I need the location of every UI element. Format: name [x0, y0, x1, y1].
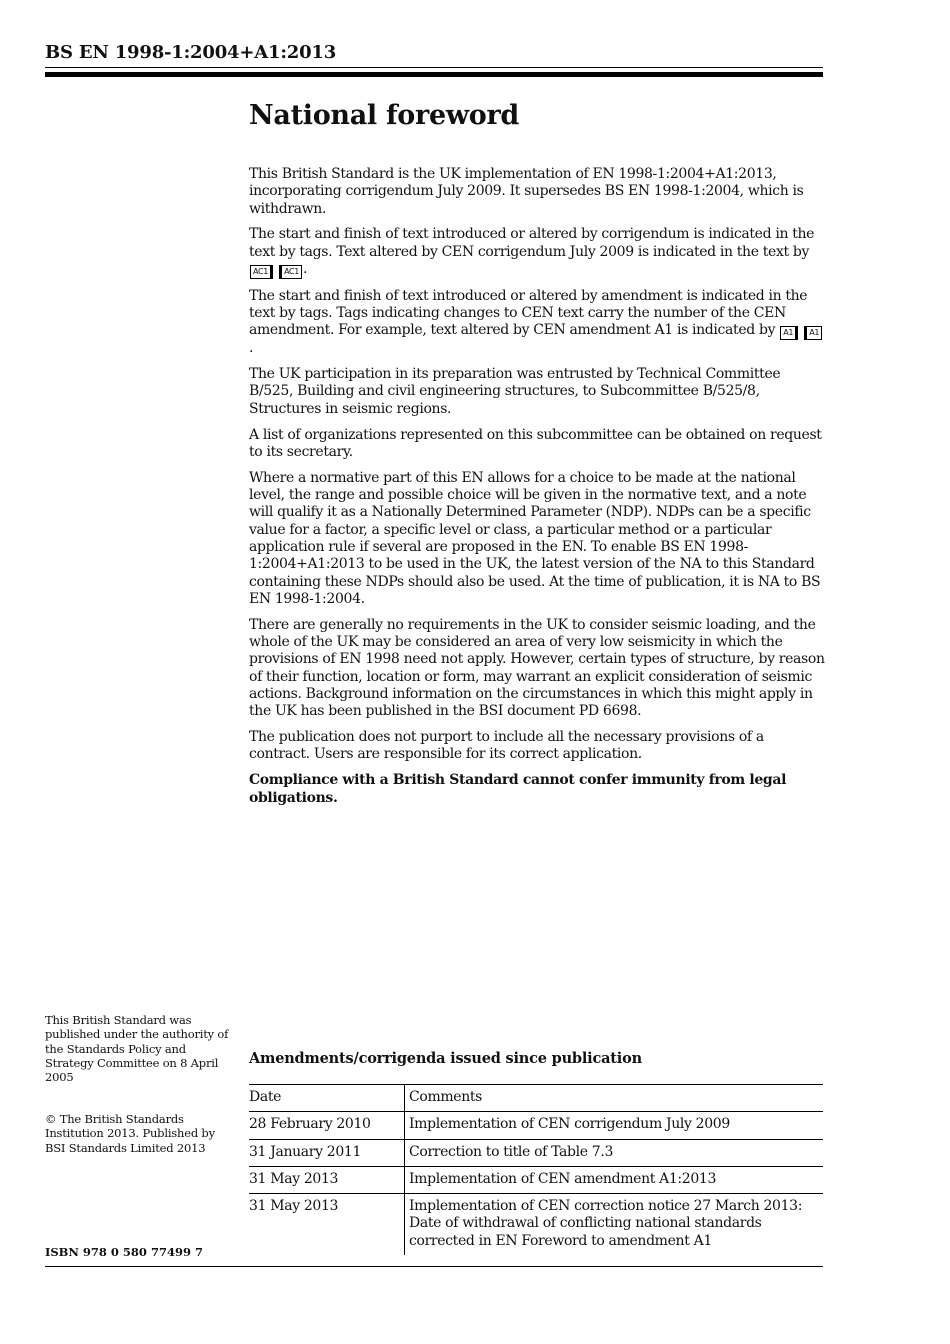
publication-note: This British Standard was published under the authority of the Standards Policy and Strategy Committee on 8 April 2005	[45, 1013, 229, 1085]
paragraph-implementation: This British Standard is the UK implementation of EN 1998-1:2004+A1:2013, incorporating corrigendum July 2009. It supersedes BS EN 1998-1:2004, which is withdrawn.	[249, 166, 804, 217]
comment-cell: Implementation of CEN correction notice 27 March 2013: Date of withdrawal of conflicting national standards corrected in EN Foreword to amendment A1	[405, 1194, 824, 1256]
table-row	[249, 1194, 823, 1256]
corrigendum-open-tag-icon: AC1	[250, 265, 273, 279]
paragraph-organizations: A list of organizations represented on this subcommittee can be obtained on request to its secretary.	[249, 426, 822, 460]
table-row	[249, 1112, 823, 1139]
paragraph-seismic: There are generally no requirements in the UK to consider seismic loading, and the whole of the UK may be considered an area of very low seismicity in which the provisions of EN 1998 need not apply. However, certain types of structure, by reason of their function, location or form, may warrant an explicit consideration of seismic actions. Background information on the circumstances in which this might apply in the UK has been published in the BSI document PD 6698.	[249, 616, 825, 720]
amendments-heading: Amendments/corrigenda issued since publication	[249, 1050, 642, 1067]
isbn: ISBN 978 0 580 77499 7	[45, 1245, 203, 1259]
comment-cell: Implementation of CEN amendment A1:2013	[405, 1166, 824, 1193]
date-cell: 31 May 2013	[249, 1194, 405, 1256]
footer-rule	[45, 1266, 823, 1267]
table-row	[249, 1166, 823, 1193]
table-row	[249, 1139, 823, 1166]
comment-cell: Implementation of CEN corrigendum July 2009	[405, 1112, 824, 1139]
date-cell: 28 February 2010	[249, 1112, 405, 1139]
column-header-date: Date	[249, 1085, 405, 1112]
amendment-open-tag-icon: A1	[780, 326, 798, 340]
date-cell: 31 May 2013	[249, 1166, 405, 1193]
corrigendum-close-tag-icon: AC1	[279, 265, 302, 279]
paragraph-ndp: Where a normative part of this EN allows for a choice to be made at the national level, the range and possible choice will be given in the normative text, and a note will qualify it as a Nationally Determined Parameter (NDP). NDPs can be a specific value for a factor, a specific level or class, a particular method or a particular application rule if several are proposed in the EN. To enable BS EN 1998-1:2004+A1:2013 to be used in the UK, the latest version of the NA to this Standard containing these NDPs should also be used. At the time of publication, it is NA to BS EN 1998-1:2004.	[249, 469, 821, 607]
paragraph-committee: The UK participation in its preparation was entrusted by Technical Committee B/525, Building and civil engineering structures, to Subcommittee B/525/8, Structures in seismic regions.	[249, 366, 781, 417]
comment-cell: Correction to title of Table 7.3	[405, 1139, 824, 1166]
paragraph-corrigendum-tags: The start and finish of text introduced or altered by corrigendum is indicated in the text by tags. Text altered by CEN corrigendum July 2009 is indicated in the text by AC1 AC1 .	[249, 226, 815, 278]
amendments-table	[249, 1084, 823, 1255]
foreword-body	[249, 166, 827, 816]
column-header-comments: Comments	[405, 1085, 824, 1112]
paragraph-amendment-tags: The start and finish of text introduced or altered by amendment is indicated in the text by tags. Tags indicating changes to CEN text carry the number of the CEN amendment. For example, text altered by CEN amendment A1 is indicated by A1 A1.	[249, 288, 827, 358]
paragraph-provisions: The publication does not purport to include all the necessary provisions of a contract. Users are responsible for its correct application.	[249, 729, 764, 763]
amendment-close-tag-icon: A1	[804, 326, 822, 340]
date-cell: 31 January 2011	[249, 1139, 405, 1166]
header-rule-thick	[45, 72, 823, 77]
header-rule-thin	[45, 67, 823, 68]
page-title: National foreword	[249, 100, 519, 131]
table-header-row	[249, 1085, 823, 1112]
paragraph-compliance: Compliance with a British Standard cannot confer immunity from legal obligations.	[249, 772, 787, 806]
copyright-note: © The British Standards Institution 2013. Published by BSI Standards Limited 2013	[45, 1112, 215, 1155]
paragraph-text: The start and finish of text introduced or altered by amendment is indicated in the text by tags. Tags indicating changes to CEN text carry the number of the CEN amendment. For example, text altered by CEN amendment A1 is indicated by	[249, 287, 808, 339]
paragraph-text: The start and finish of text introduced or altered by corrigendum is indicated in the text by tags. Text altered by CEN corrigendum July 2009 is indicated in the text by	[249, 226, 815, 260]
document-id: BS EN 1998-1:2004+A1:2013	[45, 42, 337, 63]
